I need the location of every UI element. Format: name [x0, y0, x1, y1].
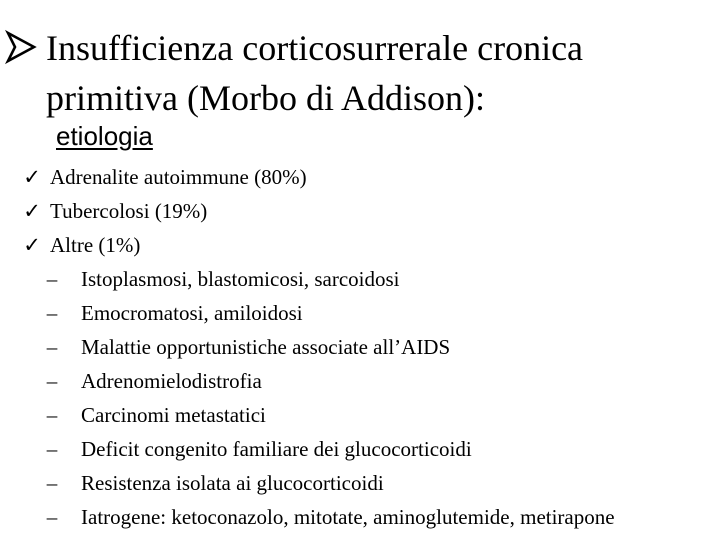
- sub-item-label: Carcinomi metastatici: [81, 403, 266, 427]
- sub-item-label: Emocromatosi, amiloidosi: [81, 301, 303, 325]
- sub-item-label: Resistenza isolata ai glucocorticoidi: [81, 471, 384, 495]
- sub-item-label: Iatrogene: ketoconazolo, mitotate, aminoglutemide, metirapone: [81, 505, 615, 529]
- sub-item-label: Malattie opportunistiche associate all’AIDS: [81, 335, 451, 359]
- check-item-label: Altre (1%): [50, 233, 141, 257]
- dash-icon: –: [46, 505, 58, 529]
- dash-icon: –: [46, 403, 58, 427]
- sub-item-label: Adrenomielodistrofia: [81, 369, 262, 393]
- sub-item-label: Deficit congenito familiare dei glucocorticoidi: [81, 437, 472, 461]
- checkmark-icon: ✓: [23, 165, 41, 189]
- dash-icon: –: [46, 471, 58, 495]
- checkmark-icon: ✓: [23, 233, 41, 257]
- title-line-1: Insufficienza corticosurrerale cronica: [46, 28, 584, 68]
- title-line-2: primitiva (Morbo di Addison):: [46, 78, 485, 118]
- dash-icon: –: [46, 267, 58, 291]
- subtitle-etiologia: etiologia: [56, 121, 153, 151]
- checkmark-icon: ✓: [23, 199, 41, 223]
- check-item-label: Adrenalite autoimmune (80%): [50, 165, 307, 189]
- check-item-label: Tubercolosi (19%): [50, 199, 208, 223]
- dash-icon: –: [46, 335, 58, 359]
- dash-icon: –: [46, 369, 58, 393]
- sub-item-label: Istoplasmosi, blastomicosi, sarcoidosi: [81, 267, 400, 291]
- dash-icon: –: [46, 437, 58, 461]
- dash-icon: –: [46, 301, 58, 325]
- arrowhead-bullet-icon: [2, 29, 38, 65]
